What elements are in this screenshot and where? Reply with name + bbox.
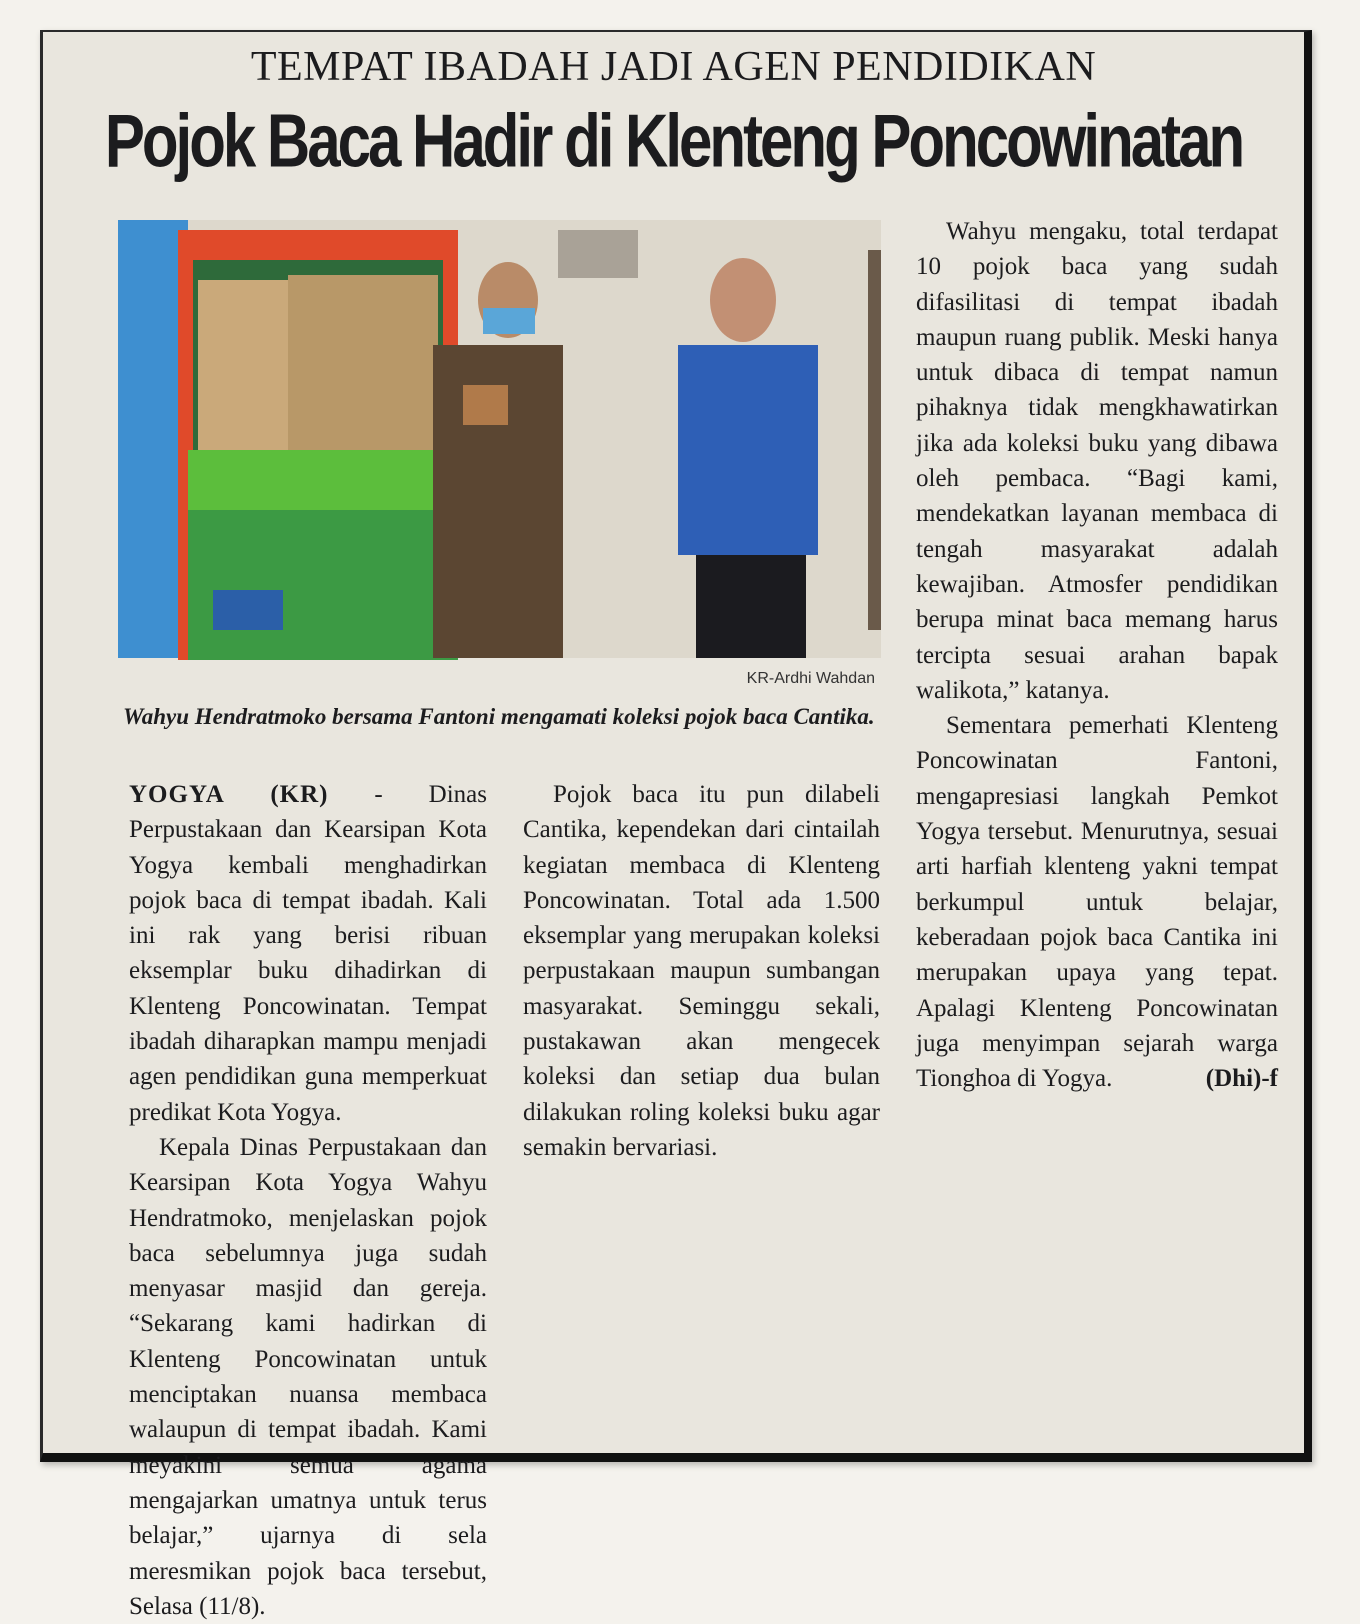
article-kicker: TEMPAT IBADAH JADI AGEN PENDIDIKAN xyxy=(250,44,1097,90)
body-column-3 xyxy=(916,214,1278,1452)
dateline: YOGYA (KR) xyxy=(129,781,329,808)
lead-text: - Dinas Perpustakaan dan Kearsipan Kota Yogya kembali menghadirkan pojok baca di tempat ibadah. Kali ini rak yang berisi ribuan eksemplar buku dihadirkan di Klenteng Poncowinatan. Tempat ibadah diharapkan mampu menjadi agen pendidikan guna memperkuat predikat Kota Yogya. xyxy=(129,781,487,1126)
newspaper-clipping xyxy=(40,30,1312,1620)
closing-text: Sementara pemerhati Klenteng Poncowinatan Fantoni, mengapresiasi langkah Pemkot Yogya tersebut. Menurutnya, sesuai arti harfiah klenteng yakni tempat berkumpul untuk belajar, keberadaan pojok baca Cantika ini merupakan upaya yang tepat. Apalagi Klenteng Poncowinatan juga menyimpan sejarah warga Tionghoa di Yogya. xyxy=(916,712,1278,1093)
body-column-1 xyxy=(129,777,487,1620)
article-headline: Pojok Baca Hadir di Klenteng Poncowinatan xyxy=(104,99,1243,183)
body-paragraph-1 xyxy=(129,777,487,1130)
body-paragraph-4: Wahyu mengaku, total terdapat 10 pojok baca yang sudah difasilitasi di tempat ibadah maupun ruang publik. Meski hanya untuk dibaca di tempat namun pihaknya tidak mengkhawatirkan jika ada koleksi buku yang dibawa oleh pembaca. “Bagi kami, mendekatkan layanan membaca di tengah masyarakat adalah kewajiban. Atmosfer pendidikan berupa minat baca memang harus tercipta sesuai arahan bapak walikota,” katanya. xyxy=(916,218,1278,704)
article-photo xyxy=(118,220,881,658)
author-signoff: (Dhi)-f xyxy=(1205,1065,1278,1093)
reading-corner-photo xyxy=(118,220,881,658)
body-paragraph-2: Kepala Dinas Perpustakaan dan Kearsipan Kota Yogya Wahyu Hendratmoko, menjelaskan pojok baca sebelumnya juga sudah menyasar masjid dan gereja. “Sekarang kami hadirkan di Klenteng Poncowinatan untuk menciptakan nuansa membaca walaupun di tempat ibadah. Kami meyakini semua agama mengajarkan umatnya untuk terus belajar,” ujarnya di sela meresmikan pojok baca tersebut, Selasa (11/8). xyxy=(129,1133,487,1620)
body-paragraph-3: Pojok baca itu pun dilabeli Cantika, kependekan dari cintailah kegiatan membaca di Klenteng Poncowinatan. Total ada 1.500 eksemplar yang merupakan koleksi perpustakaan maupun sumbangan masyarakat. Seminggu sekali, pustakawan akan mengecek koleksi dan setiap dua bulan dilakukan roling koleksi buku agar semakin bervariasi. xyxy=(523,781,880,1161)
body-column-2 xyxy=(523,777,880,1452)
photo-caption: Wahyu Hendratmoko bersama Fantoni mengamati koleksi pojok baca Cantika. xyxy=(123,704,875,729)
photo-credit: KR-Ardhi Wahdan xyxy=(746,670,875,687)
body-paragraph-5 xyxy=(916,708,1278,1096)
